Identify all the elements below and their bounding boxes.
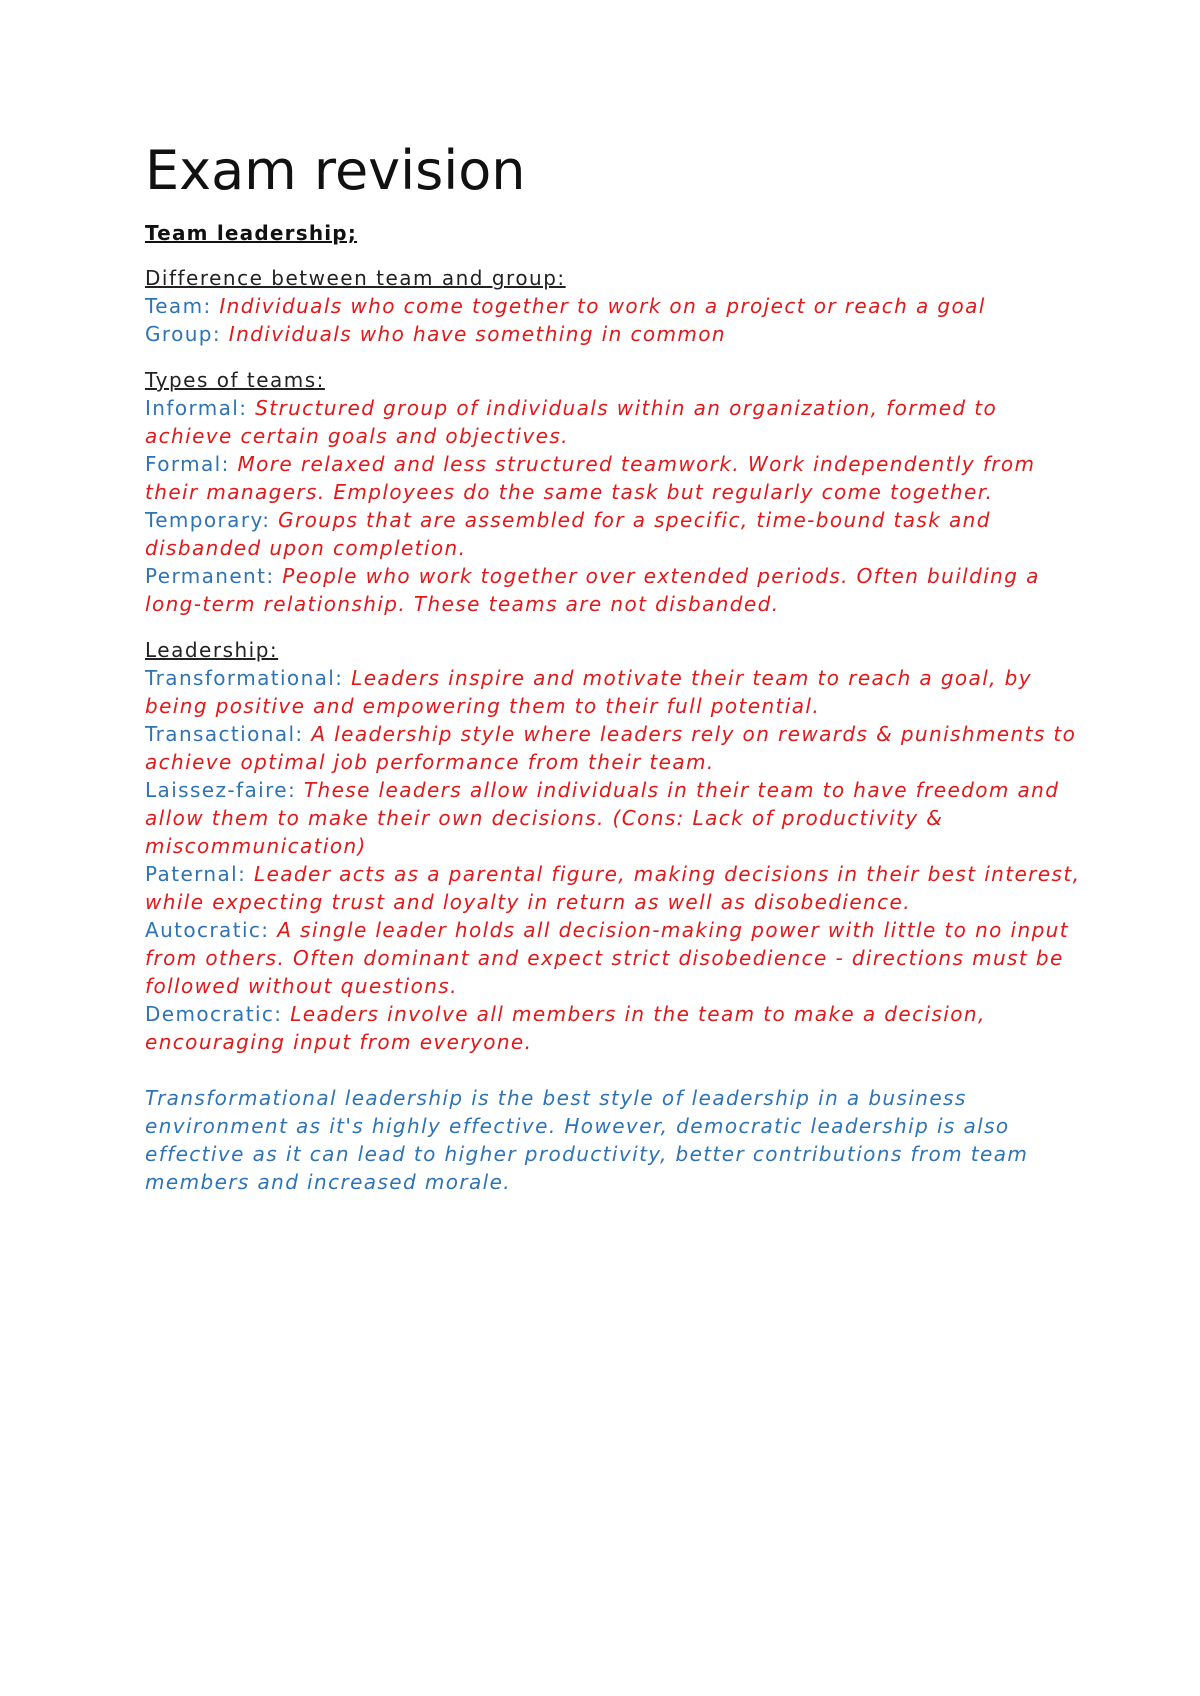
definition-entry bbox=[145, 292, 1085, 320]
entry-definition: People who work together over extended periods. Often building a long-term relationship. These teams are not disbanded. bbox=[145, 564, 1040, 617]
entry-definition: Individuals who have something in common bbox=[228, 322, 726, 347]
entry-term: Paternal: bbox=[145, 862, 247, 887]
definition-entry bbox=[145, 916, 1085, 1000]
entry-definition: Leader acts as a parental figure, making decisions in their best interest, while expecting trust and loyalty in return as well as disobedience. bbox=[145, 862, 1081, 915]
entry-term: Formal: bbox=[145, 452, 230, 477]
entry-term: Autocratic: bbox=[145, 918, 270, 943]
entry-term: Democratic: bbox=[145, 1002, 283, 1027]
entry-definition: A leadership style where leaders rely on rewards & punishments to achieve optimal job performance from their team. bbox=[145, 722, 1077, 775]
entry-term: Informal: bbox=[145, 396, 248, 421]
entry-term: Permanent: bbox=[145, 564, 275, 589]
entry-term: Transactional: bbox=[145, 722, 304, 747]
definition-entry bbox=[145, 720, 1085, 776]
entry-term: Laissez-faire: bbox=[145, 778, 297, 803]
document-subtitle: Team leadership; bbox=[145, 221, 358, 246]
conclusion-paragraph: Transformational leadership is the best style of leadership in a business environment as it's highly effective. However, democratic leadership is also effective as it can lead to higher productivity, better contributions from team members and increased morale. bbox=[145, 1086, 1029, 1195]
section-heading: Types of teams: bbox=[145, 368, 325, 393]
entry-term: Transformational: bbox=[145, 666, 344, 691]
definition-entry bbox=[145, 776, 1085, 860]
section-leadership bbox=[145, 636, 1085, 1056]
definition-entry bbox=[145, 664, 1085, 720]
section-types-of-teams bbox=[145, 366, 1085, 618]
entry-definition: Structured group of individuals within an organization, formed to achieve certain goals and objectives. bbox=[145, 396, 998, 449]
section-heading: Difference between team and group: bbox=[145, 266, 566, 291]
definition-entry bbox=[145, 320, 1085, 348]
entry-term: Team: bbox=[145, 294, 212, 319]
definition-entry bbox=[145, 562, 1085, 618]
entry-definition: More relaxed and less structured teamwork. Work independently from their managers. Employees do the same task but regularly come together. bbox=[145, 452, 1036, 505]
section-team-vs-group bbox=[145, 264, 1085, 348]
entry-definition: These leaders allow individuals in their team to have freedom and allow them to make their own decisions. (Cons: Lack of productivity & miscommunication) bbox=[145, 778, 1060, 859]
document-page bbox=[145, 140, 1085, 1216]
entry-definition: Individuals who come together to work on a project or reach a goal bbox=[219, 294, 986, 319]
entry-definition: Leaders involve all members in the team to make a decision, encouraging input from everyone. bbox=[145, 1002, 986, 1055]
document-title: Exam revision bbox=[145, 139, 526, 202]
definition-entry bbox=[145, 506, 1085, 562]
entry-term: Group: bbox=[145, 322, 222, 347]
entry-term: Temporary: bbox=[145, 508, 271, 533]
definition-entry bbox=[145, 450, 1085, 506]
definition-entry bbox=[145, 394, 1085, 450]
entry-definition: A single leader holds all decision-making power with little to no input from others. Often dominant and expect strict disobedience - directions must be followed without questions. bbox=[145, 918, 1069, 999]
entry-definition: Leaders inspire and motivate their team to reach a goal, by being positive and empowering them to their full potential. bbox=[145, 666, 1033, 719]
entry-definition: Groups that are assembled for a specific, time-bound task and disbanded upon completion. bbox=[145, 508, 991, 561]
definition-entry bbox=[145, 1000, 1085, 1056]
section-heading: Leadership: bbox=[145, 638, 279, 663]
definition-entry bbox=[145, 860, 1085, 916]
